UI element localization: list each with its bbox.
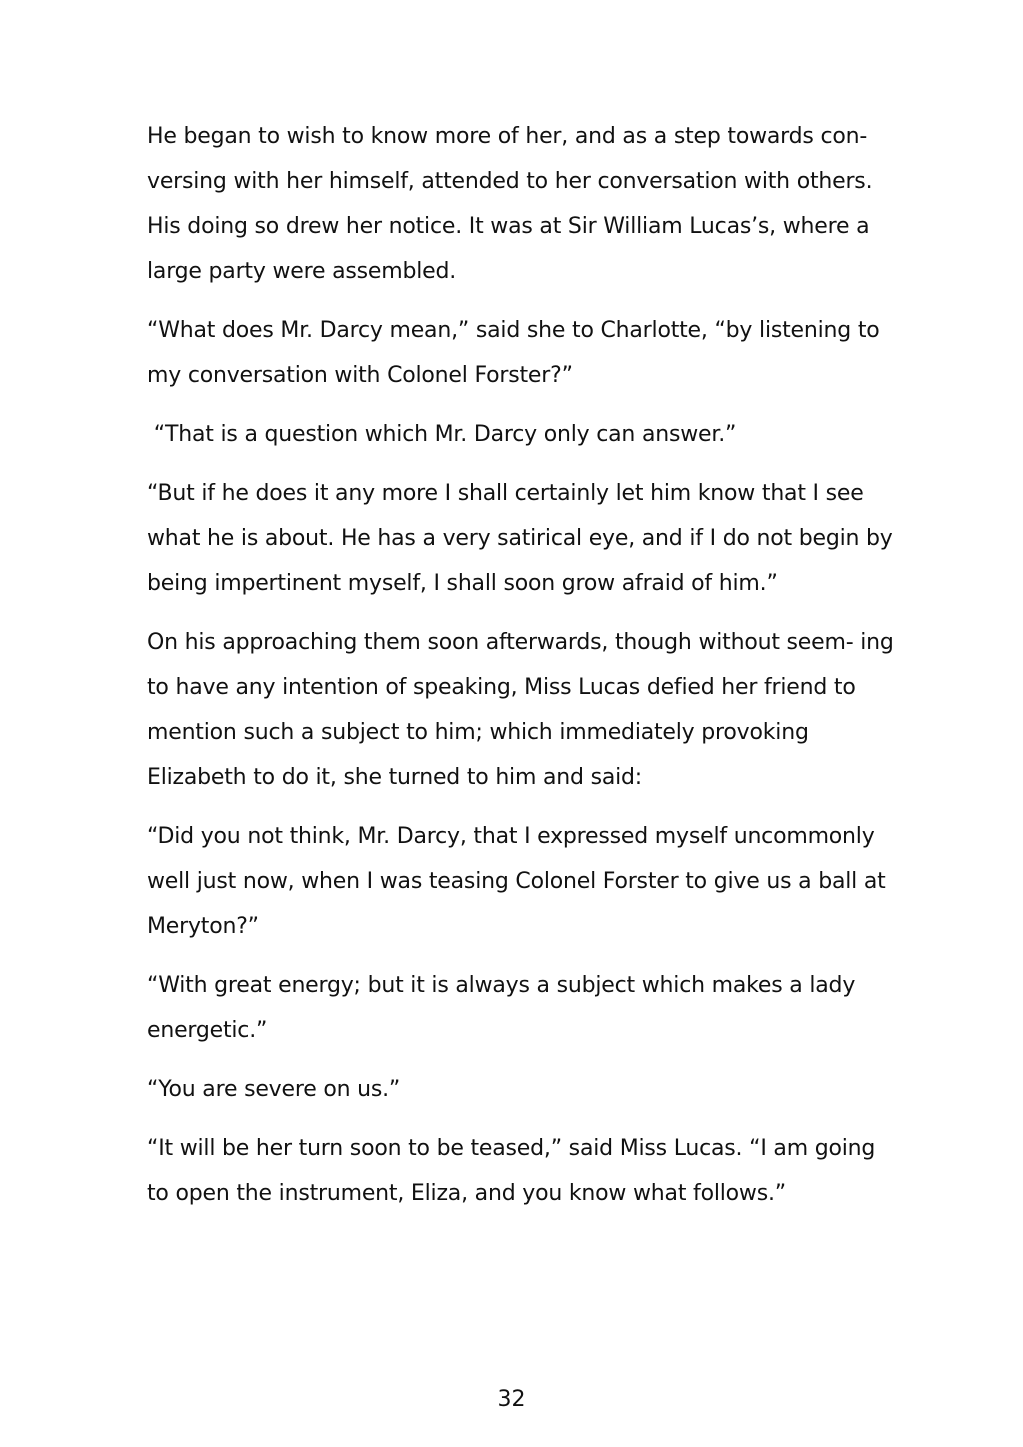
paragraph: “But if he does it any more I shall certainly let him know that I see what he is about. He has a very satirical eye, and if I do not begin by being impertinent myself, I shall soon grow afraid of him.” <box>147 481 900 596</box>
paragraph: On his approaching them soon afterwards, though without seem- ing to have any intention of speaking, Miss Lucas defied her friend to mention such a subject to him; which immediately provoking Elizabeth to do it, she turned to him and said: <box>147 630 901 790</box>
paragraph: “Did you not think, Mr. Darcy, that I expressed myself uncommonly well just now, when I was teasing Colonel Forster to give us a ball at Meryton?” <box>147 824 893 939</box>
paragraph: “It will be her turn soon to be teased,” said Miss Lucas. “I am going to open the instrument, Eliza, and you know what follows.” <box>147 1136 882 1206</box>
paragraph: “What does Mr. Darcy mean,” said she to Charlotte, “by listening to my conversation with Colonel Forster?” <box>147 318 887 388</box>
paragraph: “You are severe on us.” <box>147 1077 401 1102</box>
paragraph: “With great energy; but it is always a subject which makes a lady energetic.” <box>147 973 862 1043</box>
paragraph: He began to wish to know more of her, and as a step towards con- versing with her himself, attended to her conversation with others. His doing so drew her notice. It was at Sir William Lucas’s, where a large party were assembled. <box>147 124 880 284</box>
page-number: 32 <box>497 1387 526 1412</box>
body-text <box>147 114 901 1230</box>
paragraph: “That is a question which Mr. Darcy only can answer.” <box>147 422 737 447</box>
